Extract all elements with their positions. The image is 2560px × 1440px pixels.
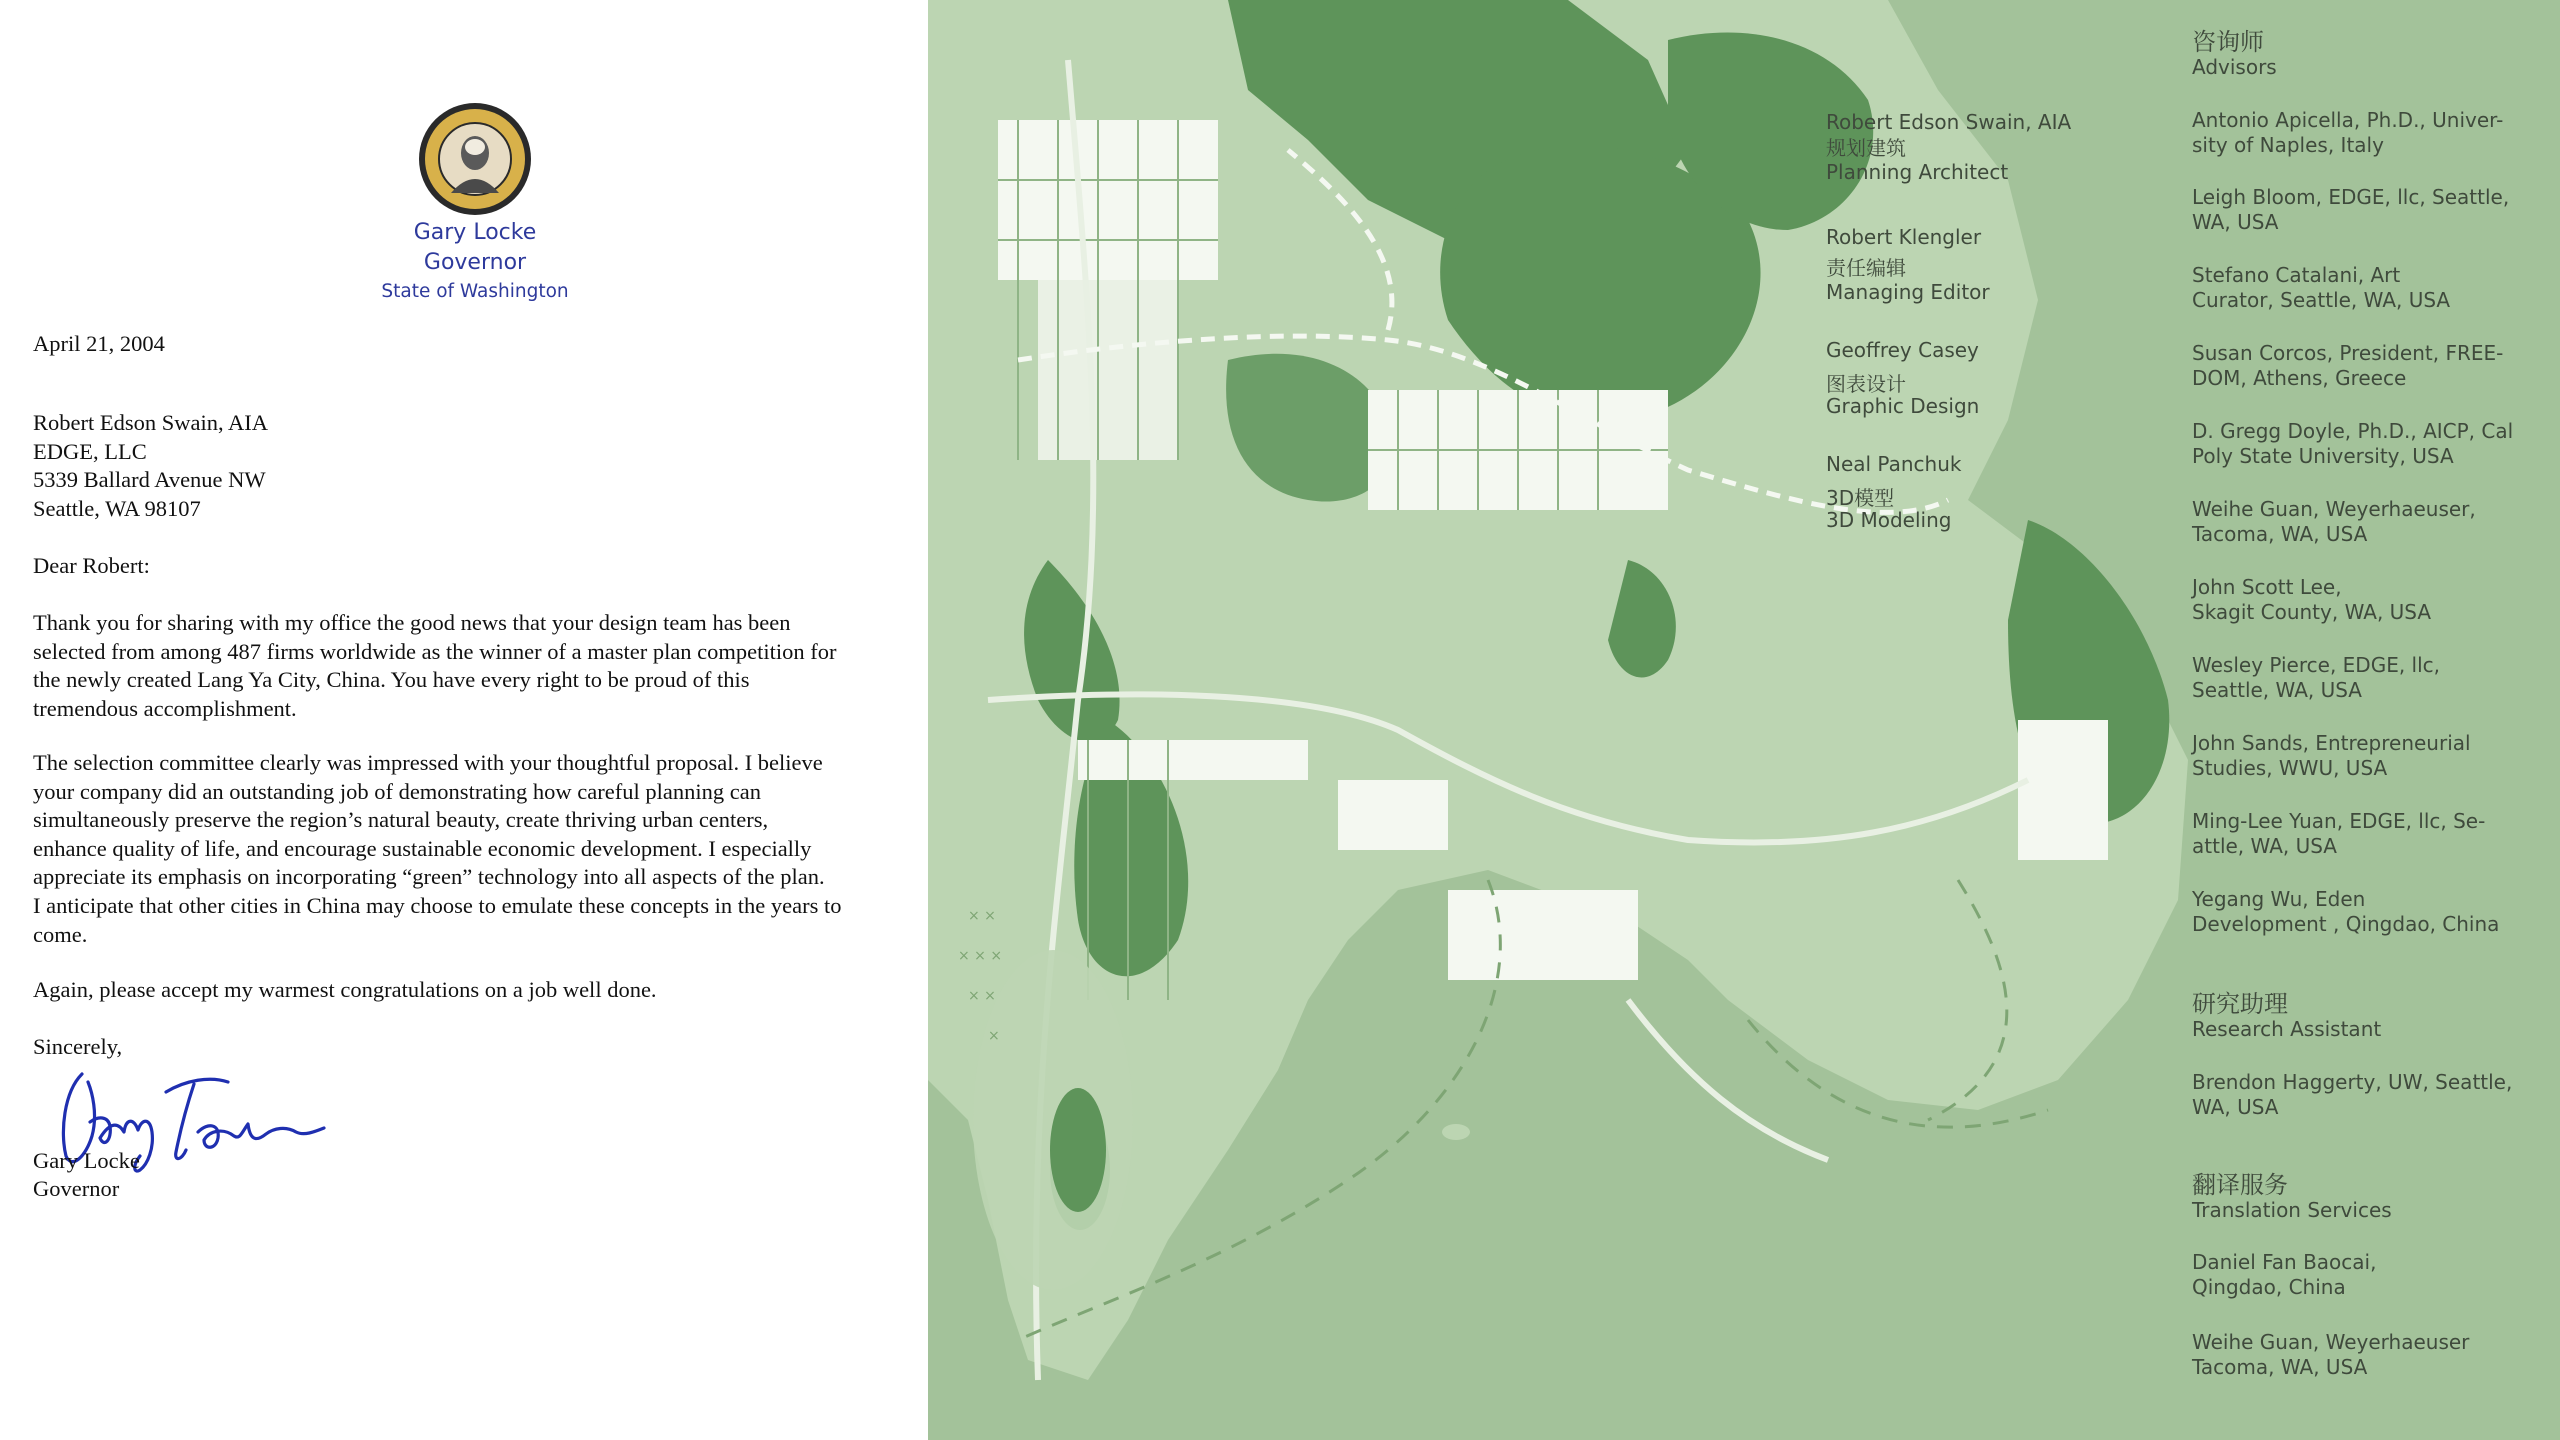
body-paragraph — [33, 609, 913, 723]
address-line: Robert Edson Swain, AIA — [33, 410, 268, 435]
paragraph-line: appreciate its emphasis on incorporating “green” technology into all aspects of the plan. — [33, 864, 825, 890]
advisor-entry: Ming-Lee Yuan, EDGE, llc, Se- attle, WA, USA — [2192, 809, 2486, 858]
letterhead-state: State of Washington — [381, 281, 569, 302]
address-line: 5339 Ballard Avenue NW — [33, 467, 266, 493]
credit-role: Graphic Design — [1826, 394, 1980, 418]
advisors-heading: Advisors — [2192, 55, 2277, 79]
urban-block — [2018, 720, 2108, 860]
svg-text:× ×: × × — [968, 988, 996, 1004]
recipient-address — [33, 409, 268, 523]
paragraph-line: tremendous accomplishment. — [33, 695, 297, 721]
credit-role: Planning Architect — [1826, 160, 2009, 184]
advisor-entry: Susan Corcos, President, FREE- DOM, Athens, Greece — [2192, 341, 2504, 390]
translation-heading-zh: 翻译服务 — [2192, 1171, 2288, 1199]
advisor-entry: Yegang Wu, Eden Development , Qingdao, China — [2192, 887, 2500, 936]
signatory-title: Governor — [33, 1176, 120, 1201]
credit-role-zh: 3D模型 — [1826, 486, 1895, 510]
paragraph-line: Again, please accept my warmest congratulations on a job well done. — [33, 977, 657, 1002]
advisor-entry: Weihe Guan, Weyerhaeuser, Tacoma, WA, USA — [2192, 497, 2476, 546]
urban-block — [1448, 890, 1638, 980]
island — [1050, 1088, 1106, 1212]
governor-letter — [0, 0, 928, 1440]
credit-role-zh: 图表设计 — [1826, 372, 1906, 396]
translation-entry: Weihe Guan, Weyerhaeuser Tacoma, WA, USA — [2192, 1330, 2470, 1379]
advisors-heading-zh: 咨询师 — [2192, 28, 2264, 56]
paragraph-line: enhance quality of life, and encourage sustainable economic development. I especially — [33, 835, 812, 861]
credit-role-zh: 规划建筑 — [1826, 136, 1906, 160]
paragraph-line: your company did an outstanding job of demonstrating how careful planning can — [33, 778, 761, 804]
state-seal-icon — [417, 101, 533, 217]
address-line: EDGE, LLC — [33, 438, 147, 464]
letterhead-title: Governor — [423, 250, 527, 275]
paragraph-line: come. — [33, 921, 88, 947]
svg-text:× ×: × × — [968, 908, 996, 924]
address-line: Seattle, WA 98107 — [33, 495, 201, 521]
translation-heading: Translation Services — [2192, 1198, 2392, 1222]
paragraph-line: selected from among 487 firms worldwide as the winner of a master plan competition for — [33, 638, 837, 664]
credit-role: 3D Modeling — [1826, 508, 1952, 532]
signatory-name: Gary Locke — [33, 1148, 140, 1173]
research-heading-zh: 研究助理 — [2192, 990, 2288, 1018]
paragraph-line: the newly created Lang Ya City, China. You have every right to be proud of this — [33, 667, 750, 693]
master-plan-map — [928, 0, 2560, 1440]
salutation: Dear Robert: — [33, 553, 150, 578]
advisor-entry: D. Gregg Doyle, Ph.D., AICP, Cal Poly State University, USA — [2192, 419, 2514, 468]
credit-role: Managing Editor — [1826, 280, 1990, 304]
paragraph-line: I anticipate that other cities in China may choose to emulate these concepts in the years to — [33, 892, 842, 918]
island — [973, 950, 1133, 1290]
credit-name: Geoffrey Casey — [1826, 338, 1979, 362]
urban-block — [1078, 740, 1308, 780]
advisor-entry: Wesley Pierce, EDGE, llc, Seattle, WA, USA — [2192, 653, 2441, 702]
advisor-entry: Antonio Apicella, Ph.D., Univer- sity of Naples, Italy — [2192, 108, 2504, 157]
advisor-entry: Leigh Bloom, EDGE, llc, Seattle, WA, USA — [2192, 185, 2510, 234]
credit-name: Robert Klengler — [1826, 225, 1982, 249]
credit-role-zh: 责任编辑 — [1826, 256, 1906, 280]
advisor-entry: John Scott Lee, Skagit County, WA, USA — [2192, 575, 2432, 624]
svg-text:×: × — [988, 1028, 1000, 1044]
advisor-entry: Stefano Catalani, Art Curator, Seattle, WA, USA — [2192, 263, 2451, 312]
letter-date: April 21, 2004 — [33, 331, 165, 356]
research-entry: Brendon Haggerty, UW, Seattle, WA, USA — [2192, 1070, 2513, 1119]
body-paragraph — [33, 976, 913, 1005]
body-paragraph — [33, 749, 913, 949]
closing: Sincerely, — [33, 1034, 123, 1059]
advisor-entry: John Sands, Entrepreneurial Studies, WWU, USA — [2192, 731, 2471, 780]
urban-block — [1338, 780, 1448, 850]
letterhead-name: Gary Locke — [413, 220, 537, 245]
paragraph-line: Thank you for sharing with my office the good news that your design team has been — [33, 610, 791, 635]
paragraph-line: simultaneously preserve the region’s natural beauty, create thriving urban centers, — [33, 807, 769, 833]
research-heading: Research Assistant — [2192, 1017, 2382, 1041]
credit-name: Robert Edson Swain, AIA — [1826, 110, 2072, 134]
island — [1442, 1124, 1470, 1140]
paragraph-line: The selection committee clearly was impressed with your thoughtful proposal. I believe — [33, 750, 823, 775]
translation-entry: Daniel Fan Baocai, Qingdao, China — [2192, 1250, 2377, 1299]
credit-name: Neal Panchuk — [1826, 452, 1962, 476]
urban-block — [998, 120, 1218, 280]
svg-text:× × ×: × × × — [958, 948, 1003, 964]
